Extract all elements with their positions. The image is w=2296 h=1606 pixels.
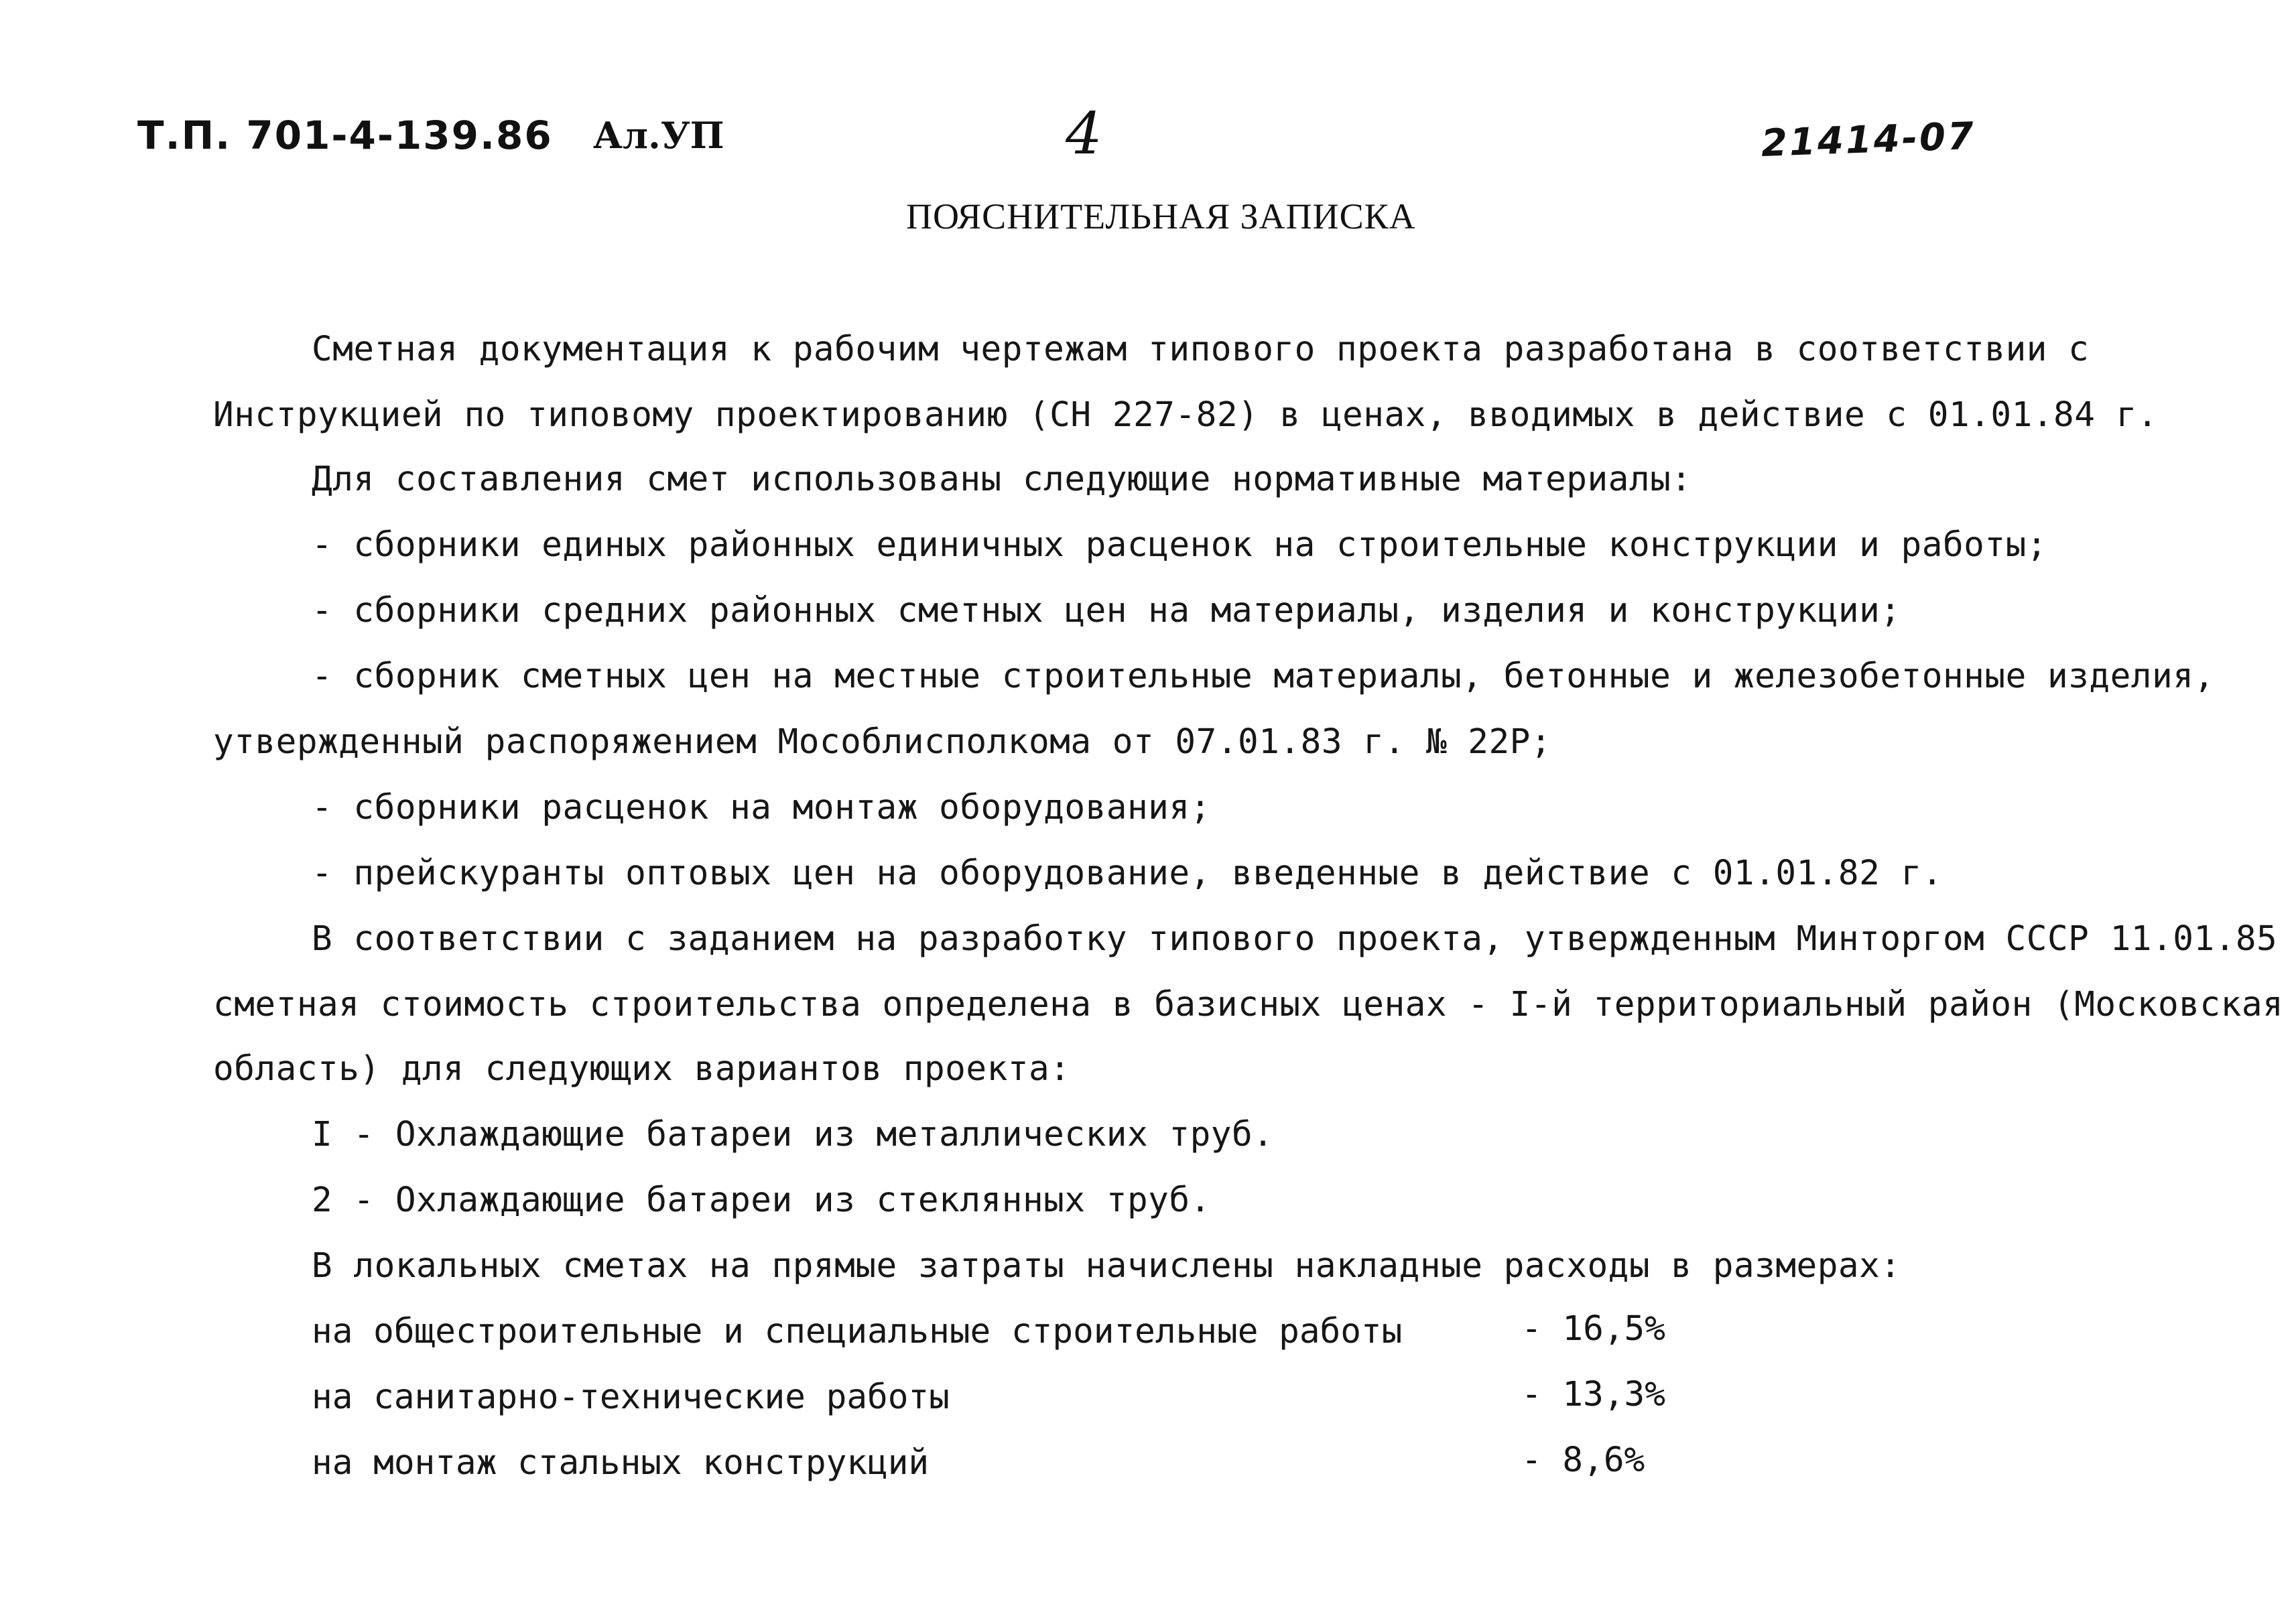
materials-item-4: - сборники расценок на монтаж оборудования; [312, 788, 1211, 827]
overhead-rate-label: на монтаж стальных конструкций [312, 1443, 930, 1483]
paragraph-intro-line-1: Сметная документация к рабочим чертежам типового проекта разработана в соответствии с [312, 330, 2090, 369]
overhead-rate-value: - 16,5% [1521, 1309, 1665, 1349]
task-paragraph-line-2: сметная стоимость строительства определена в базисных ценах - I-й территориальный район (Московская [213, 985, 2284, 1024]
document-code: Т.П. 701-4-139.86 [137, 113, 553, 158]
overhead-rate-value: - 8,6% [1521, 1441, 1645, 1480]
task-paragraph-line-1: В соответствии с заданием на разработку типового проекта, утвержденным Минторгом СССР 11.01.85 [312, 919, 2278, 959]
project-variant-1: I - Охлаждающие батареи из металлических труб. [312, 1115, 1274, 1154]
overhead-rate-value: - 13,3% [1521, 1375, 1665, 1414]
task-paragraph-line-3: область) для следующих вариантов проекта: [213, 1049, 1071, 1089]
materials-item-2: - сборники средних районных сметных цен на материалы, изделия и конструкции; [312, 591, 1901, 630]
album-number: Ал.УП [593, 114, 724, 157]
project-variant-2: 2 - Охлаждающие батареи из стеклянных труб. [312, 1181, 1211, 1220]
materials-item-5: - прейскуранты оптовых цен на оборудование, введенные в действие с 01.01.82 г. [312, 854, 1943, 893]
materials-item-3-line-1: - сборник сметных цен на местные строительные материалы, бетонные и железобетонные изделия, [312, 657, 2215, 696]
overhead-rate-label: на санитарно-технические работы [312, 1378, 950, 1417]
materials-item-1: - сборники единых районных единичных расценок на строительные конструкции и работы; [312, 525, 2047, 565]
materials-item-3-line-2: утвержденный распоряжением Мособлисполкома от 07.01.83 г. № 22Р; [213, 722, 1552, 762]
materials-intro: Для составления смет использованы следующие нормативные материалы: [312, 460, 1692, 499]
inventory-number: 21414-07 [1760, 114, 1976, 165]
paragraph-intro-line-2: Инструкцией по типовому проектированию (СН 227-82) в ценах, вводимых в действие с 01.01.84 г. [213, 395, 2159, 435]
document-title: ПОЯСНИТЕЛЬНАЯ ЗАПИСКА [906, 196, 1416, 237]
overhead-intro: В локальных сметах на прямые затраты начислены накладные расходы в размерах: [312, 1246, 1901, 1286]
page-number: 4 [1066, 101, 1102, 168]
overhead-rate-label: на общестроительные и специальные строительные работы [312, 1312, 1403, 1351]
